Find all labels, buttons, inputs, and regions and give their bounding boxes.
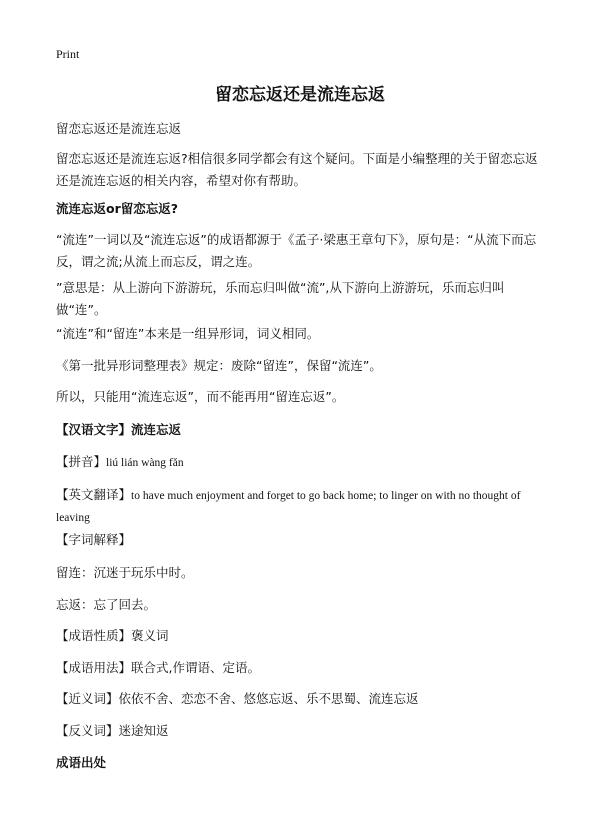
print-label[interactable]: Print (56, 47, 80, 61)
explain-2: 忘返：忘了回去。 (56, 597, 157, 612)
subtitle: 留恋忘返还是流连忘返 (56, 121, 182, 136)
origin-heading: 成语出处 (56, 755, 107, 770)
paragraph-2: ”意思是：从上游向下游游玩，乐而忘归叫做“流”,从下游向上游游玩，乐而忘归叫做“连”。 (56, 280, 505, 317)
explain-1: 留连：沉迷于玩乐中时。 (56, 565, 194, 580)
explain-label: 【字词解释】 (56, 532, 132, 547)
pinyin-value: liú lián wàng fǎn (106, 457, 184, 469)
paragraph-3: “流连”和“留连”本来是一组异形词，词义相同。 (56, 326, 320, 341)
paragraph-4: 《第一批异形词整理表》规定：废除“留连”，保留“流连”。 (56, 358, 382, 373)
intro-paragraph: 留恋忘返还是流连忘返?相信很多同学都会有这个疑问。下面是小编整理的关于留恋忘返还是流连忘返的相关内容，希望对你有帮助。 (56, 151, 538, 188)
pinyin-row (56, 451, 548, 473)
page-title: 留恋忘返还是流连忘返 (215, 85, 385, 105)
antonyms: 【反义词】迷途知返 (56, 723, 169, 738)
idiom-nature: 【成语性质】褒义词 (56, 628, 169, 643)
english-label: 【英文翻译】 (56, 487, 132, 502)
idiom-usage: 【成语用法】联合式,作谓语、定语。 (56, 660, 260, 675)
english-row (56, 484, 548, 528)
synonyms: 【近义词】依依不舍、恋恋不舍、悠悠忘返、乐不思蜀、流连忘返 (56, 691, 419, 706)
section-heading: 流连忘返or留恋忘返? (56, 201, 179, 216)
paragraph-5: 所以，只能用“流连忘返”，而不能再用“留连忘返”。 (56, 389, 345, 404)
hanyu-heading: 【汉语文字】流连忘返 (56, 422, 182, 437)
english-value: to have much enjoyment and forget to go back home; to linger on with no thought of leaving (56, 490, 521, 524)
paragraph-1: “流连”一词以及“流连忘返”的成语都源于《孟子·梁惠王章句下》，原句是：“从流下而忘反，谓之流;从流上而忘反，谓之连。 (56, 232, 537, 269)
pinyin-label: 【拼音】 (56, 454, 107, 469)
